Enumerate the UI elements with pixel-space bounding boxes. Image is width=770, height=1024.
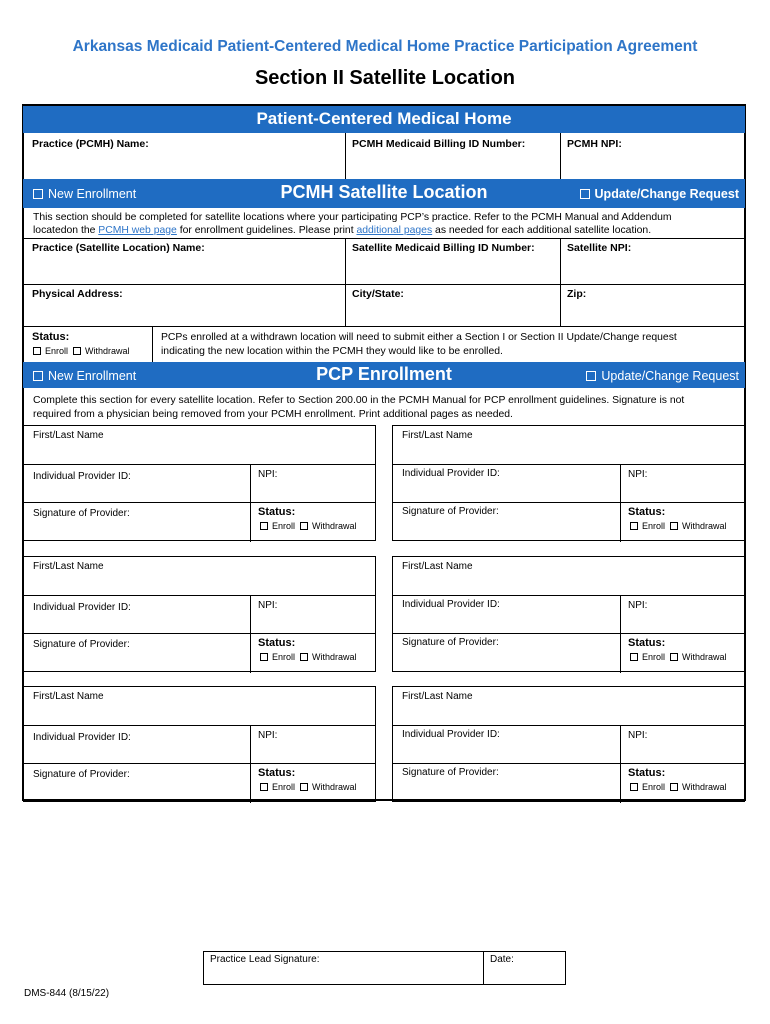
provider-card (392, 686, 745, 802)
pcmh-header-bar (23, 106, 745, 133)
checkbox-icon (260, 653, 268, 661)
first-last-name-field[interactable] (394, 442, 744, 462)
provider-status-options (630, 521, 727, 531)
provider-withdrawal-checkbox[interactable]: Withdrawal (670, 521, 727, 531)
checkbox-icon (73, 347, 81, 355)
provider-card (392, 556, 745, 672)
satellite-billing-id-field[interactable] (346, 256, 559, 283)
npi-field[interactable] (251, 611, 374, 631)
additional-pages-link[interactable]: additional pages (356, 225, 433, 236)
npi-label: NPI: (628, 730, 648, 741)
pcmh-billing-id-label: PCMH Medicaid Billing ID Number: (352, 138, 526, 150)
date-field[interactable] (486, 966, 564, 984)
provider-withdrawal-checkbox[interactable]: Withdrawal (300, 521, 357, 531)
provider-card (23, 686, 376, 802)
provider-card (23, 425, 376, 541)
satellite-status-options (33, 346, 130, 356)
signature-of-provider-field[interactable] (25, 779, 249, 801)
first-last-name-field[interactable] (25, 442, 375, 462)
individual-provider-id-field[interactable] (25, 611, 249, 631)
practice-lead-signature-field[interactable] (205, 966, 481, 984)
signature-of-provider-field[interactable] (394, 779, 619, 801)
checkbox-icon (300, 653, 308, 661)
city-state-field[interactable] (346, 300, 559, 325)
satellite-header-bar (23, 179, 745, 208)
physical-address-label: Physical Address: (32, 288, 123, 300)
provider-enroll-checkbox[interactable]: Enroll (260, 521, 295, 531)
checkbox-icon (260, 522, 268, 530)
pcp-new-enrollment-checkbox[interactable]: New Enrollment (33, 369, 136, 383)
provider-status-options (260, 782, 357, 792)
checkbox-icon (670, 783, 678, 791)
zip-field[interactable] (561, 300, 744, 325)
first-last-name-label: First/Last Name (33, 691, 104, 702)
individual-provider-id-label: Individual Provider ID: (402, 729, 500, 740)
checkbox-icon (300, 783, 308, 791)
signature-of-provider-field[interactable] (25, 649, 249, 671)
provider-status-label: Status: (258, 767, 296, 779)
npi-label: NPI: (258, 600, 278, 611)
npi-field[interactable] (251, 480, 374, 500)
satellite-new-enrollment-checkbox[interactable]: New Enrollment (33, 187, 136, 201)
pcp-header-bar (23, 362, 745, 388)
signature-of-provider-field[interactable] (394, 649, 619, 671)
satellite-enroll-checkbox[interactable]: Enroll (33, 346, 68, 356)
signature-of-provider-label: Signature of Provider: (33, 639, 130, 650)
provider-withdrawal-checkbox[interactable]: Withdrawal (670, 782, 727, 792)
npi-label: NPI: (258, 469, 278, 480)
section-title: Section II Satellite Location (254, 67, 516, 89)
pcp-intro-line-2: required from a physician being removed from your PCMH enrollment. Print additional pages as needed. (33, 409, 513, 420)
provider-enroll-checkbox[interactable]: Enroll (630, 521, 665, 531)
satellite-practice-name-field[interactable] (24, 256, 344, 283)
provider-status-label: Status: (258, 506, 296, 518)
provider-withdrawal-checkbox[interactable]: Withdrawal (300, 782, 357, 792)
npi-field[interactable] (621, 611, 743, 631)
npi-label: NPI: (258, 730, 278, 741)
individual-provider-id-field[interactable] (394, 611, 619, 631)
signature-of-provider-label: Signature of Provider: (33, 769, 130, 780)
pcp-update-request-checkbox[interactable]: Update/Change Request (586, 369, 739, 383)
checkbox-icon (300, 522, 308, 530)
signature-of-provider-label: Signature of Provider: (402, 637, 499, 648)
satellite-practice-name-label: Practice (Satellite Location) Name: (32, 242, 205, 254)
provider-status-options (260, 652, 357, 662)
city-state-label: City/State: (352, 288, 404, 300)
individual-provider-id-label: Individual Provider ID: (402, 599, 500, 610)
satellite-billing-id-label: Satellite Medicaid Billing ID Number: (352, 242, 535, 254)
practice-lead-signature-label: Practice Lead Signature: (210, 954, 320, 965)
pcmh-web-page-link[interactable]: PCMH web page (98, 225, 177, 236)
provider-enroll-checkbox[interactable]: Enroll (630, 652, 665, 662)
individual-provider-id-field[interactable] (394, 480, 619, 500)
checkbox-icon (630, 783, 638, 791)
checkbox-icon (670, 653, 678, 661)
pcp-bar-title: PCP Enrollment (316, 364, 452, 384)
signature-of-provider-label: Signature of Provider: (402, 767, 499, 778)
provider-card (392, 425, 745, 541)
provider-enroll-checkbox[interactable]: Enroll (630, 782, 665, 792)
provider-status-label: Status: (628, 637, 666, 649)
checkbox-icon (33, 347, 41, 355)
pcmh-billing-id-field[interactable] (346, 150, 559, 178)
provider-status-options (630, 652, 727, 662)
individual-provider-id-field[interactable] (25, 480, 249, 500)
satellite-intro-line-1: This section should be completed for satellite locations where your participating PCP’s practice. Refer to the PCMH Manual and Addendum (33, 212, 672, 223)
npi-field[interactable] (621, 741, 743, 761)
provider-withdrawal-checkbox[interactable]: Withdrawal (300, 652, 357, 662)
individual-provider-id-label: Individual Provider ID: (33, 471, 131, 482)
first-last-name-field[interactable] (394, 703, 744, 723)
satellite-npi-label: Satellite NPI: (567, 242, 632, 254)
status-note-line-1: PCPs enrolled at a withdrawn location will need to submit either a Section I or Section II Update/Change request (161, 332, 677, 343)
checkbox-icon (580, 189, 590, 199)
provider-enroll-checkbox[interactable]: Enroll (260, 782, 295, 792)
individual-provider-id-label: Individual Provider ID: (33, 602, 131, 613)
signature-of-provider-field[interactable] (394, 518, 619, 540)
provider-status-label: Status: (628, 767, 666, 779)
date-label: Date: (490, 954, 514, 965)
first-last-name-label: First/Last Name (402, 691, 473, 702)
first-last-name-label: First/Last Name (33, 430, 104, 441)
pcmh-npi-label: PCMH NPI: (567, 138, 622, 150)
first-last-name-field[interactable] (25, 703, 375, 723)
first-last-name-field[interactable] (25, 573, 375, 593)
pcmh-practice-name-field[interactable] (24, 150, 344, 178)
individual-provider-id-label: Individual Provider ID: (33, 732, 131, 743)
status-note-line-2: indicating the new location within the PCMH they would like to be enrolled. (161, 346, 503, 357)
individual-provider-id-field[interactable] (25, 741, 249, 761)
satellite-npi-field[interactable] (561, 256, 744, 283)
provider-status-label: Status: (258, 637, 296, 649)
signature-of-provider-field[interactable] (25, 518, 249, 540)
checkbox-icon (630, 522, 638, 530)
checkbox-icon (260, 783, 268, 791)
first-last-name-label: First/Last Name (402, 561, 473, 572)
satellite-bar-title: PCMH Satellite Location (280, 182, 488, 202)
individual-provider-id-label: Individual Provider ID: (402, 468, 500, 479)
npi-field[interactable] (621, 480, 743, 500)
npi-label: NPI: (628, 600, 648, 611)
first-last-name-label: First/Last Name (33, 561, 104, 572)
agreement-title: Arkansas Medicaid Patient-Centered Medical Home Practice Participation Agreement (72, 38, 698, 55)
individual-provider-id-field[interactable] (394, 741, 619, 761)
first-last-name-field[interactable] (394, 573, 744, 593)
practice-lead-signature-box (203, 951, 566, 985)
checkbox-icon (586, 371, 596, 381)
provider-status-options (630, 782, 727, 792)
checkbox-icon (670, 522, 678, 530)
signature-of-provider-label: Signature of Provider: (33, 508, 130, 519)
provider-status-label: Status: (628, 506, 666, 518)
provider-card (23, 556, 376, 672)
provider-status-options (260, 521, 357, 531)
physical-address-field[interactable] (24, 300, 344, 325)
zip-label: Zip: (567, 288, 587, 300)
provider-withdrawal-checkbox[interactable]: Withdrawal (670, 652, 727, 662)
pcmh-practice-name-label: Practice (PCMH) Name: (32, 138, 149, 150)
pcmh-npi-field[interactable] (561, 150, 744, 178)
npi-label: NPI: (628, 469, 648, 480)
satellite-update-request-checkbox[interactable]: Update/Change Request (580, 187, 739, 201)
npi-field[interactable] (251, 741, 374, 761)
satellite-status-label: Status: (32, 331, 70, 343)
satellite-withdrawal-checkbox[interactable]: Withdrawal (73, 346, 130, 356)
pcmh-bar-title: Patient-Centered Medical Home (256, 109, 512, 128)
first-last-name-label: First/Last Name (402, 430, 473, 441)
signature-of-provider-label: Signature of Provider: (402, 506, 499, 517)
pcp-intro-line-1: Complete this section for every satellite location. Refer to Section 200.00 in the PCMH Manual for PCP enrollment guidelines. Signature is not (33, 395, 685, 406)
satellite-intro-line-2: locatedon the PCMH web page for enrollment guidelines. Please print additional pages as needed for each additional satellite location. (33, 225, 652, 236)
provider-enroll-checkbox[interactable]: Enroll (260, 652, 295, 662)
form-id: DMS-844 (8/15/22) (24, 988, 110, 999)
checkbox-icon (630, 653, 638, 661)
